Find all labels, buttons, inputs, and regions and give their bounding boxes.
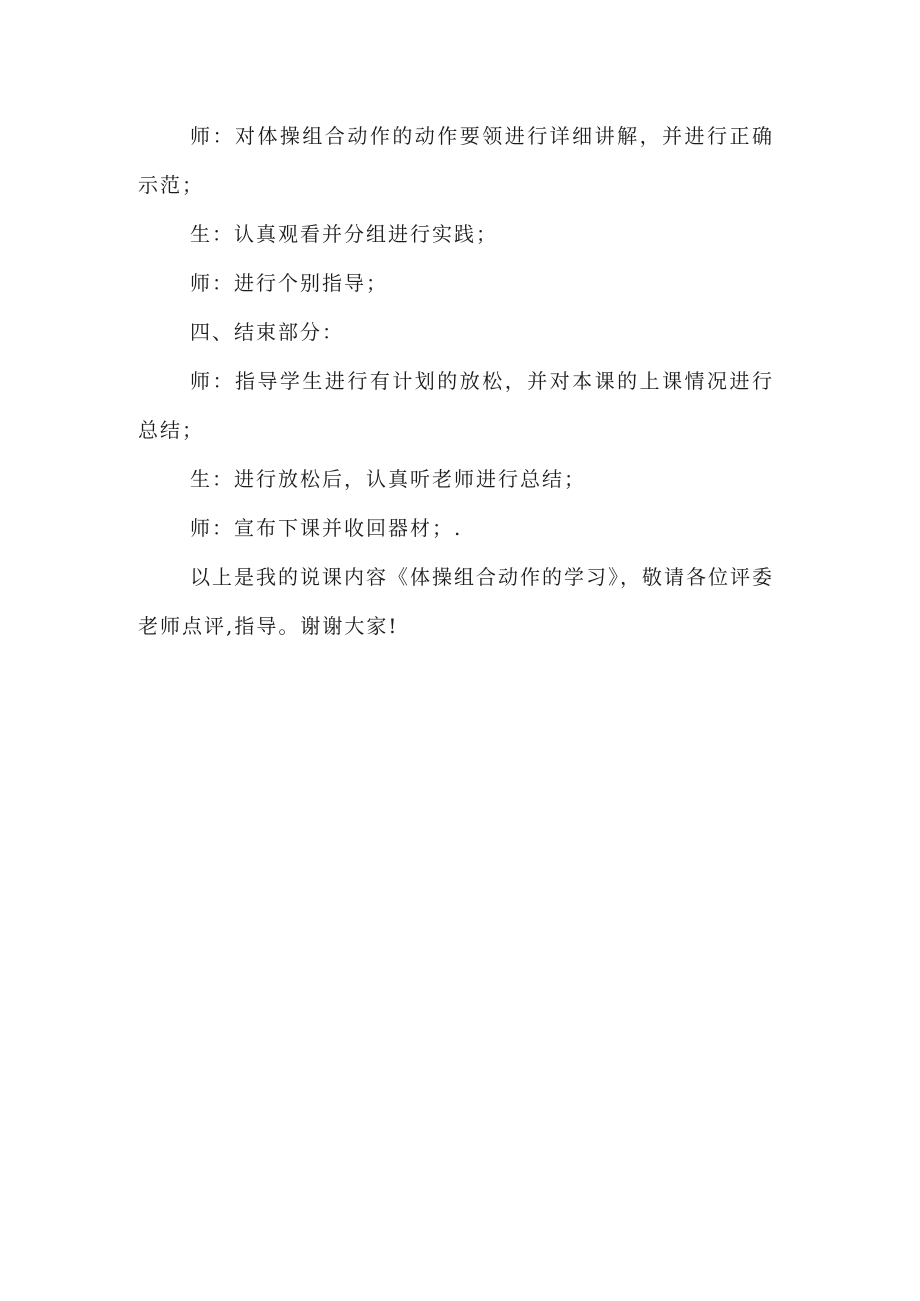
paragraph-closing: 以上是我的说课内容《体操组合动作的学习》，敬请各位评委老师点评,指导。谢谢大家! bbox=[138, 565, 774, 638]
paragraph-student-relax: 生：进行放松后，认真听老师进行总结； bbox=[190, 467, 586, 491]
section-heading-ending: 四、结束部分： bbox=[190, 320, 344, 344]
paragraph-teacher-relax: 师：指导学生进行有计划的放松，并对本课的上课情况进行总结； bbox=[138, 369, 774, 442]
paragraph-teacher-dismiss: 师：宣布下课并收回器材；. bbox=[190, 516, 463, 540]
paragraph-teacher-explain: 师：对体操组合动作的动作要领进行详细讲解，并进行正确示范； bbox=[138, 124, 774, 197]
document-body bbox=[138, 112, 774, 651]
paragraph-student-practice: 生：认真观看并分组进行实践； bbox=[190, 222, 498, 246]
paragraph-teacher-guidance: 师：进行个别指导； bbox=[190, 271, 388, 295]
